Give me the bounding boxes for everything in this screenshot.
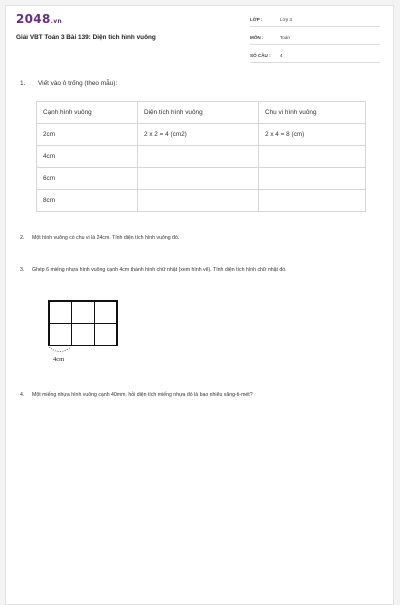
table-cell: 4cm (37, 146, 138, 168)
page-title: Giải VBT Toán 3 Bài 139: Diện tích hình vuông (16, 34, 156, 41)
table-header-row (37, 102, 366, 124)
info-row-grade (250, 14, 380, 27)
table-header: Cạnh hình vuông (37, 102, 138, 124)
table-cell: 8cm (37, 190, 138, 212)
dimension-label: 4cm (53, 356, 65, 363)
table-row (37, 190, 366, 212)
table-row (37, 168, 366, 190)
table-cell (259, 146, 366, 168)
square-cell (71, 301, 95, 324)
table-header: Chu vi hình vuông (259, 102, 366, 124)
square-cell (94, 301, 118, 324)
question-number: 4. (20, 392, 25, 398)
table-cell (138, 146, 259, 168)
info-key: SỐ CÂU : (250, 53, 271, 58)
table-row (37, 146, 366, 168)
question-number: 2. (20, 235, 25, 241)
question-text: Một hình vuông có chu vi là 24cm. Tính diện tích hình vuông đó. (32, 235, 180, 241)
table-cell (138, 168, 259, 190)
table-cell (259, 190, 366, 212)
question-number: 3. (20, 267, 25, 273)
info-value: Lớp 3 (280, 17, 292, 22)
table-cell: 2 x 2 = 4 (cm2) (138, 124, 259, 146)
question-4 (20, 391, 253, 399)
square-cell (71, 323, 95, 346)
info-panel (250, 14, 380, 68)
square-cell (49, 323, 73, 346)
logo-text: 2048 (16, 12, 51, 26)
table-cell (259, 168, 366, 190)
logo-suffix: .vn (50, 18, 62, 25)
table-row (37, 124, 366, 146)
square-cell (94, 323, 118, 346)
table-cell: 2cm (37, 124, 138, 146)
question-number: 1. (20, 80, 26, 87)
info-row-subject (250, 32, 380, 45)
info-value: 4 (280, 53, 283, 58)
site-logo[interactable] (16, 12, 62, 26)
question-3 (20, 266, 287, 274)
question-text: Viết vào ô trống (theo mẫu): (38, 80, 118, 87)
info-key: LỚP : (250, 17, 263, 22)
table-cell (138, 190, 259, 212)
info-row-question-count (250, 50, 380, 63)
question-2 (20, 234, 180, 242)
info-value: Toán (280, 35, 290, 40)
rectangle-figure (48, 300, 118, 346)
question-text: Ghép 6 miếng nhựa hình vuông cạnh 4cm thành hình chữ nhật (xem hình vẽ). Tính diện tích hình chữ nhật đó. (32, 267, 287, 273)
square-cell (49, 301, 73, 324)
question-text: Một miếng nhựa hình vuông cạnh 40mm. hỏi diện tích miếng nhựa đó là bao nhiêu xăng-ti-mét? (32, 392, 253, 398)
answer-table (36, 101, 366, 212)
table-header: Diện tích hình vuông (138, 102, 259, 124)
info-key: MÔN : (250, 35, 264, 40)
table-cell: 2 x 4 = 8 (cm) (259, 124, 366, 146)
table-cell: 6cm (37, 168, 138, 190)
